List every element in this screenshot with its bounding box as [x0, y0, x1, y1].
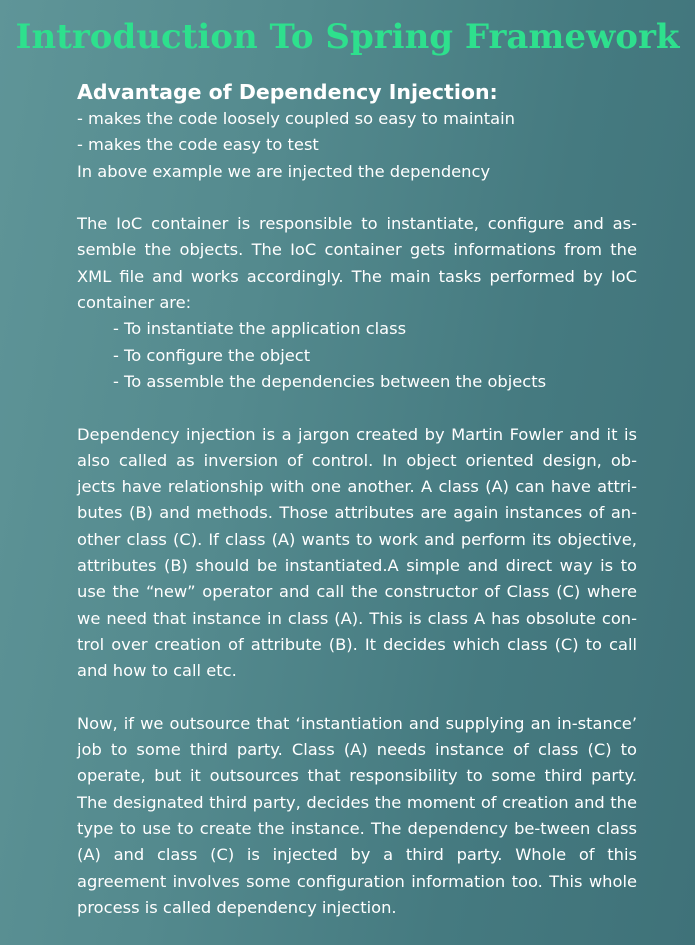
page-title: Introduction To Spring Framework	[15, 17, 680, 57]
paragraph-gap	[77, 185, 637, 211]
outsource-paragraph: Now, if we outsource that ‘instantiation and supplying an in-stance’ job to some third party. Class (A) needs instance of class (C) to operate, but it outsources that responsibility to some third party. The designated third party, decides the moment of creation and the type to use to create the instance. The dependency be-tween class (A) and class (C) is injected by a third party. Whole of this agreement involves some configuration information too. This whole process is called dependency injection.	[77, 713, 637, 917]
paragraph-gap	[77, 395, 637, 421]
list-item: - To assemble the dependencies between the objects	[113, 371, 547, 391]
di-paragraph: Dependency injection is a jargon created by Martin Fowler and it is also called as inversion of control. In object oriented design, ob-jects have relationship with one another. A class (A) can have attri-butes (B) and methods. Those attributes are again instances of an-other class (C). If class (A) wants to work and perform its objective, attributes (B) should be instantiated.A simple and direct way is to use the “new” operator and call the constructor of Class (C) where we need that instance in class (A). This is class A has obsolute con-trol over creation of attribute (B). It decides which class (C) to call and how to call etc.	[77, 424, 637, 681]
ioc-task-list	[77, 316, 637, 395]
list-item: - To instantiate the application class	[113, 319, 407, 339]
ioc-paragraph: The IoC container is responsible to instantiate, configure and as-semble the objects. The IoC container gets informations from the XML file and works accordingly. The main tasks performed by IoC container are:	[77, 214, 637, 313]
article-body	[77, 78, 637, 921]
section-heading: Advantage of Dependency Injection:	[77, 80, 498, 104]
paragraph-gap	[77, 685, 637, 711]
example-note: In above example we are injected the dependency	[77, 161, 491, 181]
list-item: - To configure the object	[113, 345, 311, 365]
advantage-item: - makes the code loosely coupled so easy to maintain	[77, 109, 515, 128]
advantage-item: - makes the code easy to test	[77, 135, 319, 155]
